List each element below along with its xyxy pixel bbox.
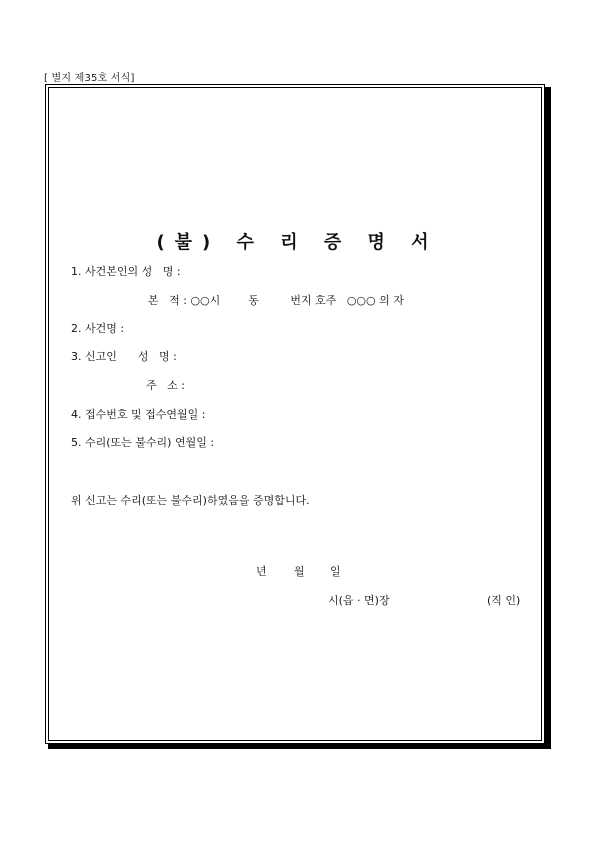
field-person-name: 1. 사건본인의 성 명 :: [71, 265, 181, 278]
date-day-label: 일: [330, 565, 341, 578]
field-case-name: 2. 사건명 :: [71, 322, 125, 335]
date-month-label: 월: [294, 565, 305, 578]
issuing-office-label: 시(읍 · 면)장: [328, 594, 390, 607]
form-number-label: [ 별지 제35호 서식]: [44, 73, 135, 84]
field-receipt-number-date: 4. 접수번호 및 접수연월일 :: [71, 408, 206, 421]
field-domicile: 본 적 : ○○시 동 번지 호주 ○○○ 의 자: [148, 294, 404, 307]
certification-statement: 위 신고는 수리(또는 불수리)하였음을 증명합니다.: [71, 494, 310, 507]
document-title: (불) 수 리 증 명 서: [156, 232, 439, 253]
field-reporter-address: 주 소 :: [146, 379, 185, 392]
date-year-label: 년: [256, 565, 267, 578]
official-seal-label: (직 인): [487, 594, 521, 607]
field-reporter-name: 3. 신고인 성 명 :: [71, 350, 177, 363]
field-acceptance-date: 5. 수리(또는 불수리) 연월일 :: [71, 436, 215, 449]
